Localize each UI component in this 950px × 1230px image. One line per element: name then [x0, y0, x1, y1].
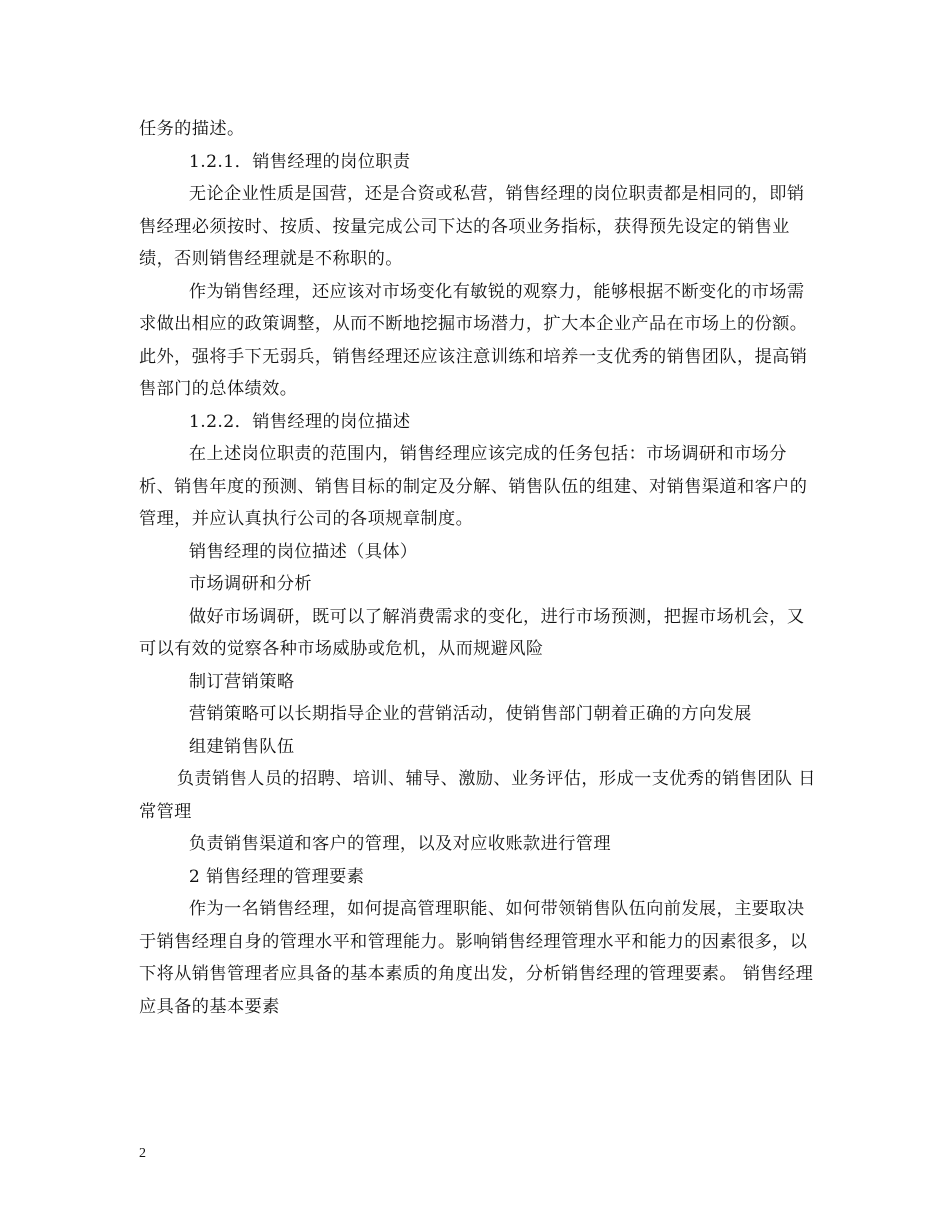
paragraph: 无论企业性质是国营，还是合资或私营，销售经理的岗位职责都是相同的，即销售经理必须按时、按质、按量完成公司下达的各项业务指标，获得预先设定的销售业绩，否则销售经理就是不称职的。 [139, 184, 805, 269]
document-body [139, 113, 819, 1023]
subheading: 市场调研和分析 [188, 574, 312, 594]
section-heading-1-2-1: 1.2.1．销售经理的岗位职责 [188, 151, 411, 172]
subheading: 制订营销策略 [188, 671, 295, 692]
subheading: 销售经理的岗位描述（具体） [188, 541, 418, 562]
paragraph: 负责销售人员的招聘、培训、辅导、激励、业务评估，形成一支优秀的销售团队 日常管理 [139, 769, 816, 822]
subheading: 组建销售队伍 [188, 736, 295, 757]
paragraph-continuation: 任务的描述。 [139, 119, 245, 139]
page-number: 2 [139, 1146, 146, 1161]
section-heading-2: 2 销售经理的管理要素 [188, 866, 365, 887]
paragraph: 营销策略可以长期指导企业的营销活动，使销售部门朝着正确的方向发展 [188, 704, 752, 724]
section-heading-1-2-2: 1.2.2．销售经理的岗位描述 [188, 411, 411, 432]
paragraph: 在上述岗位职责的范围内，销售经理应该完成的任务包括：市场调研和市场分析、销售年度的预测、销售目标的制定及分解、销售队伍的组建、对销售渠道和客户的管理，并应认真执行公司的各项规章制度。 [139, 444, 808, 529]
paragraph: 作为销售经理，还应该对市场变化有敏锐的观察力，能够根据不断变化的市场需求做出相应的政策调整，从而不断地挖掘市场潜力，扩大本企业产品在市场上的份额。此外，强将手下无弱兵，销售经理还应该注意训练和培养一支优秀的销售团队，提高销售部门的总体绩效。 [139, 281, 808, 399]
paragraph: 负责销售渠道和客户的管理，以及对应收账款进行管理 [188, 834, 611, 854]
paragraph: 做好市场调研，既可以了解消费需求的变化，进行市场预测，把握市场机会，又可以有效的觉察各种市场威胁或危机，从而规避风险 [139, 606, 805, 659]
paragraph: 作为一名销售经理，如何提高管理职能、如何带领销售队伍向前发展，主要取决于销售经理自身的管理水平和管理能力。影响销售经理管理水平和能力的因素很多，以下将从销售管理者应具备的基本素质的角度出发，分析销售经理的管理要素。 销售经理应具备的基本要素 [139, 899, 814, 1017]
